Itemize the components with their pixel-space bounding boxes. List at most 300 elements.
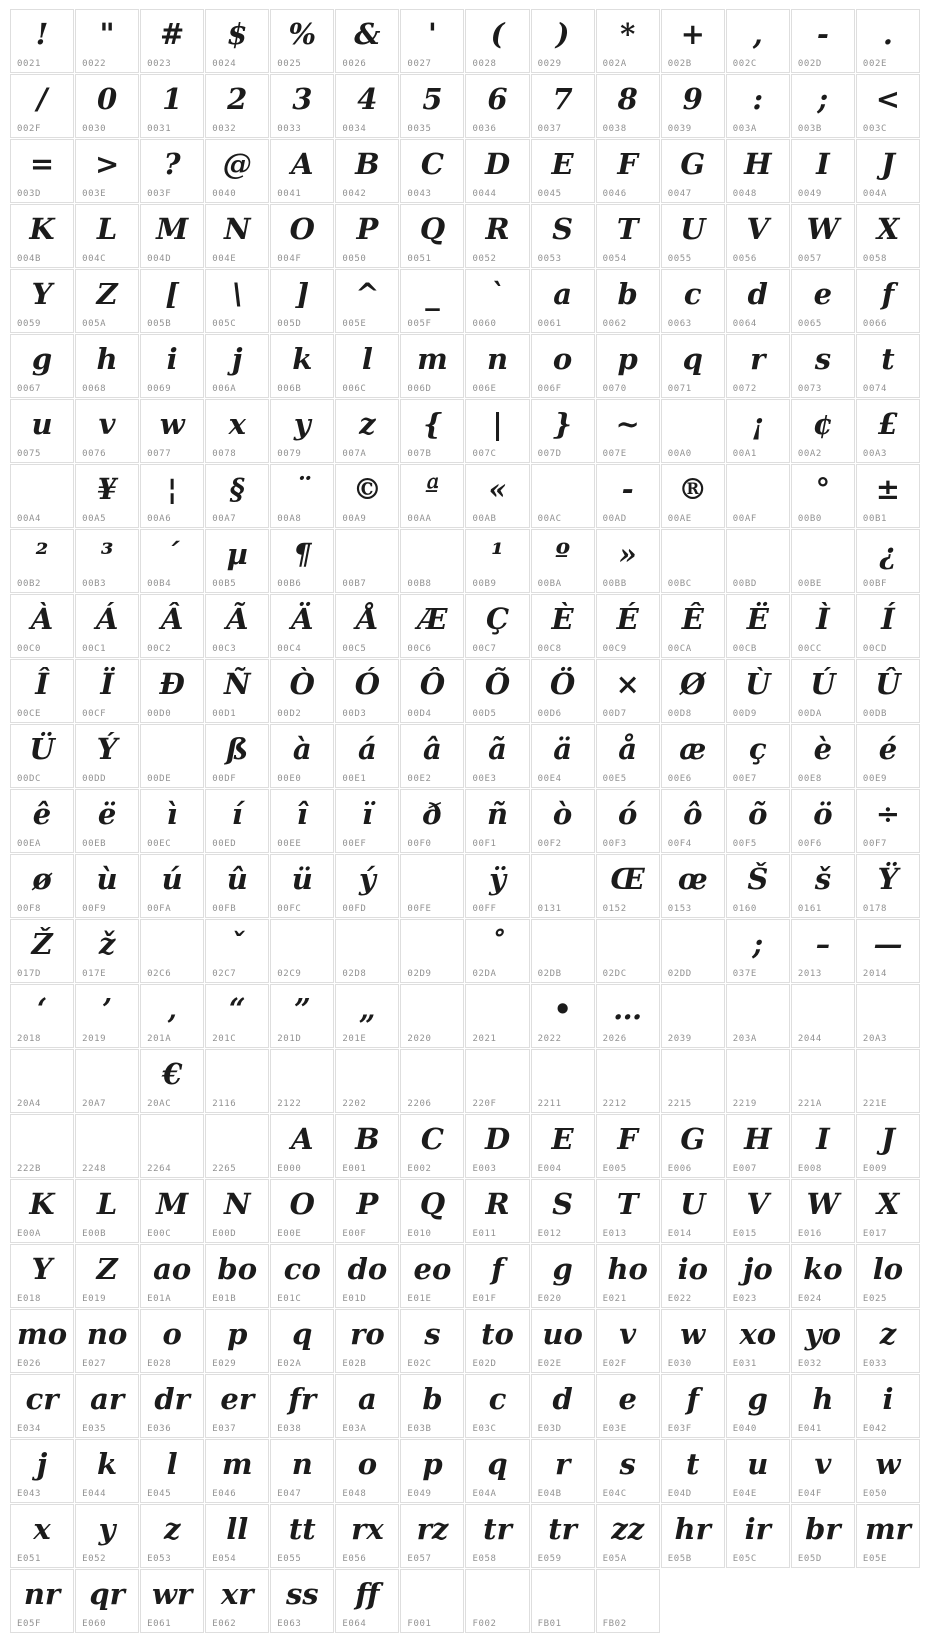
glyph-cell[interactable] bbox=[726, 984, 790, 1048]
glyph-cell[interactable] bbox=[335, 1114, 399, 1178]
glyph-cell[interactable] bbox=[791, 1439, 855, 1503]
glyph-cell[interactable] bbox=[270, 984, 334, 1048]
glyph-cell[interactable] bbox=[10, 1309, 74, 1373]
glyph-cell[interactable] bbox=[531, 724, 595, 788]
glyph-cell[interactable] bbox=[10, 1504, 74, 1568]
glyph-cell[interactable] bbox=[10, 334, 74, 398]
glyph-cell[interactable] bbox=[140, 269, 204, 333]
glyph-cell[interactable] bbox=[10, 529, 74, 593]
glyph-cell[interactable] bbox=[856, 1439, 920, 1503]
glyph-cell[interactable] bbox=[270, 204, 334, 268]
glyph-cell[interactable] bbox=[75, 74, 139, 138]
glyph-cell[interactable] bbox=[335, 1374, 399, 1438]
glyph-cell[interactable] bbox=[791, 919, 855, 983]
glyph-cell[interactable] bbox=[661, 1439, 725, 1503]
glyph-cell[interactable] bbox=[791, 269, 855, 333]
glyph-cell[interactable] bbox=[465, 789, 529, 853]
glyph-cell[interactable] bbox=[10, 1439, 74, 1503]
glyph-cell[interactable] bbox=[10, 854, 74, 918]
glyph-cell[interactable] bbox=[531, 1114, 595, 1178]
glyph-cell[interactable] bbox=[10, 1244, 74, 1308]
glyph-cell[interactable] bbox=[10, 399, 74, 463]
glyph-cell[interactable] bbox=[726, 74, 790, 138]
glyph-cell[interactable] bbox=[335, 399, 399, 463]
glyph-cell[interactable] bbox=[791, 1179, 855, 1243]
glyph-cell[interactable] bbox=[856, 1309, 920, 1373]
glyph-cell[interactable] bbox=[270, 1569, 334, 1633]
glyph-cell[interactable] bbox=[465, 724, 529, 788]
glyph-cell[interactable] bbox=[270, 1179, 334, 1243]
glyph-cell[interactable] bbox=[856, 854, 920, 918]
glyph-cell[interactable] bbox=[140, 204, 204, 268]
glyph-cell[interactable] bbox=[791, 1374, 855, 1438]
glyph-cell[interactable] bbox=[531, 1569, 595, 1633]
glyph-cell[interactable] bbox=[140, 74, 204, 138]
glyph-cell[interactable] bbox=[205, 1114, 269, 1178]
glyph-cell[interactable] bbox=[400, 1114, 464, 1178]
glyph-cell[interactable] bbox=[726, 9, 790, 73]
glyph-cell[interactable] bbox=[75, 724, 139, 788]
glyph-cell[interactable] bbox=[661, 724, 725, 788]
glyph-cell[interactable] bbox=[791, 74, 855, 138]
glyph-cell[interactable] bbox=[726, 399, 790, 463]
glyph-cell[interactable] bbox=[205, 1049, 269, 1113]
glyph-cell[interactable] bbox=[205, 269, 269, 333]
glyph-cell[interactable] bbox=[270, 1374, 334, 1438]
glyph-cell[interactable] bbox=[661, 74, 725, 138]
glyph-cell[interactable] bbox=[270, 529, 334, 593]
glyph-cell[interactable] bbox=[270, 789, 334, 853]
glyph-cell[interactable] bbox=[465, 269, 529, 333]
glyph-cell[interactable] bbox=[205, 9, 269, 73]
glyph-cell[interactable] bbox=[596, 594, 660, 658]
glyph-cell[interactable] bbox=[75, 984, 139, 1048]
glyph-cell[interactable] bbox=[140, 1504, 204, 1568]
glyph-cell[interactable] bbox=[726, 269, 790, 333]
glyph-cell[interactable] bbox=[205, 1244, 269, 1308]
glyph-cell[interactable] bbox=[270, 1309, 334, 1373]
glyph-cell[interactable] bbox=[465, 594, 529, 658]
glyph-cell[interactable] bbox=[10, 724, 74, 788]
glyph-cell[interactable] bbox=[75, 334, 139, 398]
glyph-cell[interactable] bbox=[10, 74, 74, 138]
glyph-cell[interactable] bbox=[726, 334, 790, 398]
glyph-cell[interactable] bbox=[75, 919, 139, 983]
glyph-cell[interactable] bbox=[726, 1504, 790, 1568]
glyph-cell[interactable] bbox=[140, 854, 204, 918]
glyph-cell[interactable] bbox=[661, 594, 725, 658]
glyph-cell[interactable] bbox=[270, 1439, 334, 1503]
glyph-cell[interactable] bbox=[75, 1179, 139, 1243]
glyph-cell[interactable] bbox=[661, 204, 725, 268]
glyph-cell[interactable] bbox=[75, 1504, 139, 1568]
glyph-cell[interactable] bbox=[205, 1309, 269, 1373]
glyph-cell[interactable] bbox=[75, 269, 139, 333]
glyph-cell[interactable] bbox=[856, 1244, 920, 1308]
glyph-cell[interactable] bbox=[10, 659, 74, 723]
glyph-cell[interactable] bbox=[856, 1179, 920, 1243]
glyph-cell[interactable] bbox=[335, 1309, 399, 1373]
glyph-cell[interactable] bbox=[335, 854, 399, 918]
glyph-cell[interactable] bbox=[75, 9, 139, 73]
glyph-cell[interactable] bbox=[75, 204, 139, 268]
glyph-cell[interactable] bbox=[10, 789, 74, 853]
glyph-cell[interactable] bbox=[400, 594, 464, 658]
glyph-cell[interactable] bbox=[465, 1309, 529, 1373]
glyph-cell[interactable] bbox=[791, 1244, 855, 1308]
glyph-cell[interactable] bbox=[596, 1504, 660, 1568]
glyph-cell[interactable] bbox=[205, 919, 269, 983]
glyph-cell[interactable] bbox=[531, 1244, 595, 1308]
glyph-cell[interactable] bbox=[531, 74, 595, 138]
glyph-cell[interactable] bbox=[400, 1244, 464, 1308]
glyph-cell[interactable] bbox=[400, 1049, 464, 1113]
glyph-cell[interactable] bbox=[205, 1374, 269, 1438]
glyph-cell[interactable] bbox=[270, 74, 334, 138]
glyph-cell[interactable] bbox=[335, 659, 399, 723]
glyph-cell[interactable] bbox=[10, 919, 74, 983]
glyph-cell[interactable] bbox=[791, 399, 855, 463]
glyph-cell[interactable] bbox=[596, 1179, 660, 1243]
glyph-cell[interactable] bbox=[531, 789, 595, 853]
glyph-cell[interactable] bbox=[335, 1179, 399, 1243]
glyph-cell[interactable] bbox=[856, 724, 920, 788]
glyph-cell[interactable] bbox=[335, 1439, 399, 1503]
glyph-cell[interactable] bbox=[856, 399, 920, 463]
glyph-cell[interactable] bbox=[205, 74, 269, 138]
glyph-cell[interactable] bbox=[465, 1049, 529, 1113]
glyph-cell[interactable] bbox=[400, 204, 464, 268]
glyph-cell[interactable] bbox=[531, 464, 595, 528]
glyph-cell[interactable] bbox=[531, 1439, 595, 1503]
glyph-cell[interactable] bbox=[856, 659, 920, 723]
glyph-cell[interactable] bbox=[400, 724, 464, 788]
glyph-cell[interactable] bbox=[531, 1049, 595, 1113]
glyph-cell[interactable] bbox=[791, 334, 855, 398]
glyph-cell[interactable] bbox=[335, 269, 399, 333]
glyph-cell[interactable] bbox=[856, 1114, 920, 1178]
glyph-cell[interactable] bbox=[270, 269, 334, 333]
glyph-cell[interactable] bbox=[661, 9, 725, 73]
glyph-cell[interactable] bbox=[335, 464, 399, 528]
glyph-cell[interactable] bbox=[140, 1049, 204, 1113]
glyph-cell[interactable] bbox=[856, 139, 920, 203]
glyph-cell[interactable] bbox=[465, 334, 529, 398]
glyph-cell[interactable] bbox=[270, 594, 334, 658]
glyph-cell[interactable] bbox=[856, 464, 920, 528]
glyph-cell[interactable] bbox=[791, 854, 855, 918]
glyph-cell[interactable] bbox=[661, 1049, 725, 1113]
glyph-cell[interactable] bbox=[531, 594, 595, 658]
glyph-cell[interactable] bbox=[726, 139, 790, 203]
glyph-cell[interactable] bbox=[726, 659, 790, 723]
glyph-cell[interactable] bbox=[270, 1114, 334, 1178]
glyph-cell[interactable] bbox=[726, 854, 790, 918]
glyph-cell[interactable] bbox=[140, 789, 204, 853]
glyph-cell[interactable] bbox=[205, 594, 269, 658]
glyph-cell[interactable] bbox=[205, 854, 269, 918]
glyph-cell[interactable] bbox=[10, 269, 74, 333]
glyph-cell[interactable] bbox=[140, 1374, 204, 1438]
glyph-cell[interactable] bbox=[400, 139, 464, 203]
glyph-cell[interactable] bbox=[400, 529, 464, 593]
glyph-cell[interactable] bbox=[856, 529, 920, 593]
glyph-cell[interactable] bbox=[531, 1504, 595, 1568]
glyph-cell[interactable] bbox=[400, 1569, 464, 1633]
glyph-cell[interactable] bbox=[465, 74, 529, 138]
glyph-cell[interactable] bbox=[531, 1309, 595, 1373]
glyph-cell[interactable] bbox=[10, 9, 74, 73]
glyph-cell[interactable] bbox=[205, 724, 269, 788]
glyph-cell[interactable] bbox=[335, 594, 399, 658]
glyph-cell[interactable] bbox=[140, 399, 204, 463]
glyph-cell[interactable] bbox=[791, 1504, 855, 1568]
glyph-cell[interactable] bbox=[856, 594, 920, 658]
glyph-cell[interactable] bbox=[335, 1504, 399, 1568]
glyph-cell[interactable] bbox=[465, 1439, 529, 1503]
glyph-cell[interactable] bbox=[726, 1114, 790, 1178]
glyph-cell[interactable] bbox=[140, 1569, 204, 1633]
glyph-cell[interactable] bbox=[400, 9, 464, 73]
glyph-cell[interactable] bbox=[400, 919, 464, 983]
glyph-cell[interactable] bbox=[661, 984, 725, 1048]
glyph-cell[interactable] bbox=[140, 1114, 204, 1178]
glyph-cell[interactable] bbox=[596, 1439, 660, 1503]
glyph-cell[interactable] bbox=[726, 1374, 790, 1438]
glyph-cell[interactable] bbox=[661, 139, 725, 203]
glyph-cell[interactable] bbox=[791, 464, 855, 528]
glyph-cell[interactable] bbox=[531, 269, 595, 333]
glyph-cell[interactable] bbox=[335, 74, 399, 138]
glyph-cell[interactable] bbox=[596, 74, 660, 138]
glyph-cell[interactable] bbox=[270, 334, 334, 398]
glyph-cell[interactable] bbox=[400, 1309, 464, 1373]
glyph-cell[interactable] bbox=[596, 1569, 660, 1633]
glyph-cell[interactable] bbox=[10, 1569, 74, 1633]
glyph-cell[interactable] bbox=[140, 139, 204, 203]
glyph-cell[interactable] bbox=[400, 789, 464, 853]
glyph-cell[interactable] bbox=[270, 1504, 334, 1568]
glyph-cell[interactable] bbox=[400, 1504, 464, 1568]
glyph-cell[interactable] bbox=[661, 1244, 725, 1308]
glyph-cell[interactable] bbox=[661, 269, 725, 333]
glyph-cell[interactable] bbox=[726, 1309, 790, 1373]
glyph-cell[interactable] bbox=[465, 919, 529, 983]
glyph-cell[interactable] bbox=[531, 334, 595, 398]
glyph-cell[interactable] bbox=[270, 464, 334, 528]
glyph-cell[interactable] bbox=[140, 1439, 204, 1503]
glyph-cell[interactable] bbox=[726, 789, 790, 853]
glyph-cell[interactable] bbox=[531, 529, 595, 593]
glyph-cell[interactable] bbox=[661, 919, 725, 983]
glyph-cell[interactable] bbox=[531, 139, 595, 203]
glyph-cell[interactable] bbox=[270, 399, 334, 463]
glyph-cell[interactable] bbox=[270, 854, 334, 918]
glyph-cell[interactable] bbox=[726, 724, 790, 788]
glyph-cell[interactable] bbox=[10, 594, 74, 658]
glyph-cell[interactable] bbox=[335, 334, 399, 398]
glyph-cell[interactable] bbox=[856, 269, 920, 333]
glyph-cell[interactable] bbox=[140, 984, 204, 1048]
glyph-cell[interactable] bbox=[400, 1374, 464, 1438]
glyph-cell[interactable] bbox=[596, 204, 660, 268]
glyph-cell[interactable] bbox=[596, 724, 660, 788]
glyph-cell[interactable] bbox=[205, 659, 269, 723]
glyph-cell[interactable] bbox=[75, 789, 139, 853]
glyph-cell[interactable] bbox=[140, 1179, 204, 1243]
glyph-cell[interactable] bbox=[661, 464, 725, 528]
glyph-cell[interactable] bbox=[726, 1049, 790, 1113]
glyph-cell[interactable] bbox=[10, 984, 74, 1048]
glyph-cell[interactable] bbox=[400, 1179, 464, 1243]
glyph-cell[interactable] bbox=[856, 789, 920, 853]
glyph-cell[interactable] bbox=[205, 139, 269, 203]
glyph-cell[interactable] bbox=[205, 399, 269, 463]
glyph-cell[interactable] bbox=[596, 854, 660, 918]
glyph-cell[interactable] bbox=[465, 1244, 529, 1308]
glyph-cell[interactable] bbox=[205, 1179, 269, 1243]
glyph-cell[interactable] bbox=[10, 1374, 74, 1438]
glyph-cell[interactable] bbox=[791, 724, 855, 788]
glyph-cell[interactable] bbox=[661, 1374, 725, 1438]
glyph-cell[interactable] bbox=[791, 1309, 855, 1373]
glyph-cell[interactable] bbox=[10, 1179, 74, 1243]
glyph-cell[interactable] bbox=[531, 919, 595, 983]
glyph-cell[interactable] bbox=[400, 269, 464, 333]
glyph-cell[interactable] bbox=[596, 984, 660, 1048]
glyph-cell[interactable] bbox=[140, 659, 204, 723]
glyph-cell[interactable] bbox=[661, 1114, 725, 1178]
glyph-cell[interactable] bbox=[140, 724, 204, 788]
glyph-cell[interactable] bbox=[856, 1504, 920, 1568]
glyph-cell[interactable] bbox=[270, 919, 334, 983]
glyph-cell[interactable] bbox=[791, 529, 855, 593]
glyph-cell[interactable] bbox=[661, 1309, 725, 1373]
glyph-cell[interactable] bbox=[531, 854, 595, 918]
glyph-cell[interactable] bbox=[400, 984, 464, 1048]
glyph-cell[interactable] bbox=[531, 9, 595, 73]
glyph-cell[interactable] bbox=[596, 334, 660, 398]
glyph-cell[interactable] bbox=[726, 529, 790, 593]
glyph-cell[interactable] bbox=[335, 1569, 399, 1633]
glyph-cell[interactable] bbox=[791, 1114, 855, 1178]
glyph-cell[interactable] bbox=[270, 659, 334, 723]
glyph-cell[interactable] bbox=[661, 399, 725, 463]
glyph-cell[interactable] bbox=[75, 139, 139, 203]
glyph-cell[interactable] bbox=[205, 204, 269, 268]
glyph-cell[interactable] bbox=[856, 1049, 920, 1113]
glyph-cell[interactable] bbox=[400, 1439, 464, 1503]
glyph-cell[interactable] bbox=[270, 1244, 334, 1308]
glyph-cell[interactable] bbox=[791, 594, 855, 658]
glyph-cell[interactable] bbox=[531, 204, 595, 268]
glyph-cell[interactable] bbox=[205, 1569, 269, 1633]
glyph-cell[interactable] bbox=[75, 1569, 139, 1633]
glyph-cell[interactable] bbox=[10, 1049, 74, 1113]
glyph-cell[interactable] bbox=[465, 1374, 529, 1438]
glyph-cell[interactable] bbox=[465, 529, 529, 593]
glyph-cell[interactable] bbox=[335, 204, 399, 268]
glyph-cell[interactable] bbox=[596, 1374, 660, 1438]
glyph-cell[interactable] bbox=[661, 529, 725, 593]
glyph-cell[interactable] bbox=[856, 919, 920, 983]
glyph-cell[interactable] bbox=[400, 399, 464, 463]
glyph-cell[interactable] bbox=[531, 659, 595, 723]
glyph-cell[interactable] bbox=[335, 9, 399, 73]
glyph-cell[interactable] bbox=[856, 1374, 920, 1438]
glyph-cell[interactable] bbox=[465, 464, 529, 528]
glyph-cell[interactable] bbox=[531, 1179, 595, 1243]
glyph-cell[interactable] bbox=[75, 594, 139, 658]
glyph-cell[interactable] bbox=[465, 1179, 529, 1243]
glyph-cell[interactable] bbox=[726, 919, 790, 983]
glyph-cell[interactable] bbox=[400, 659, 464, 723]
glyph-cell[interactable] bbox=[531, 1374, 595, 1438]
glyph-cell[interactable] bbox=[661, 789, 725, 853]
glyph-cell[interactable] bbox=[465, 9, 529, 73]
glyph-cell[interactable] bbox=[465, 1504, 529, 1568]
glyph-cell[interactable] bbox=[335, 529, 399, 593]
glyph-cell[interactable] bbox=[75, 659, 139, 723]
glyph-cell[interactable] bbox=[205, 529, 269, 593]
glyph-cell[interactable] bbox=[726, 1244, 790, 1308]
glyph-cell[interactable] bbox=[596, 399, 660, 463]
glyph-cell[interactable] bbox=[205, 1439, 269, 1503]
glyph-cell[interactable] bbox=[856, 9, 920, 73]
glyph-cell[interactable] bbox=[400, 464, 464, 528]
glyph-cell[interactable] bbox=[205, 334, 269, 398]
glyph-cell[interactable] bbox=[465, 1569, 529, 1633]
glyph-cell[interactable] bbox=[75, 1374, 139, 1438]
glyph-cell[interactable] bbox=[791, 9, 855, 73]
glyph-cell[interactable] bbox=[596, 789, 660, 853]
glyph-cell[interactable] bbox=[335, 1049, 399, 1113]
glyph-cell[interactable] bbox=[726, 1439, 790, 1503]
glyph-cell[interactable] bbox=[75, 1439, 139, 1503]
glyph-cell[interactable] bbox=[75, 854, 139, 918]
glyph-cell[interactable] bbox=[75, 1309, 139, 1373]
glyph-cell[interactable] bbox=[596, 919, 660, 983]
glyph-cell[interactable] bbox=[205, 984, 269, 1048]
glyph-cell[interactable] bbox=[791, 204, 855, 268]
glyph-cell[interactable] bbox=[726, 594, 790, 658]
glyph-cell[interactable] bbox=[270, 724, 334, 788]
glyph-cell[interactable] bbox=[400, 854, 464, 918]
glyph-cell[interactable] bbox=[140, 9, 204, 73]
glyph-cell[interactable] bbox=[531, 984, 595, 1048]
glyph-cell[interactable] bbox=[856, 74, 920, 138]
glyph-cell[interactable] bbox=[335, 139, 399, 203]
glyph-cell[interactable] bbox=[140, 334, 204, 398]
glyph-cell[interactable] bbox=[596, 269, 660, 333]
glyph-cell[interactable] bbox=[335, 724, 399, 788]
glyph-cell[interactable] bbox=[140, 529, 204, 593]
glyph-cell[interactable] bbox=[140, 594, 204, 658]
glyph-cell[interactable] bbox=[75, 399, 139, 463]
glyph-cell[interactable] bbox=[661, 1179, 725, 1243]
glyph-cell[interactable] bbox=[205, 464, 269, 528]
glyph-cell[interactable] bbox=[856, 204, 920, 268]
glyph-cell[interactable] bbox=[726, 464, 790, 528]
glyph-cell[interactable] bbox=[205, 1504, 269, 1568]
glyph-cell[interactable] bbox=[75, 464, 139, 528]
glyph-cell[interactable] bbox=[400, 74, 464, 138]
glyph-cell[interactable] bbox=[270, 9, 334, 73]
glyph-cell[interactable] bbox=[10, 1114, 74, 1178]
glyph-cell[interactable] bbox=[791, 1049, 855, 1113]
glyph-cell[interactable] bbox=[400, 334, 464, 398]
glyph-cell[interactable] bbox=[75, 1049, 139, 1113]
